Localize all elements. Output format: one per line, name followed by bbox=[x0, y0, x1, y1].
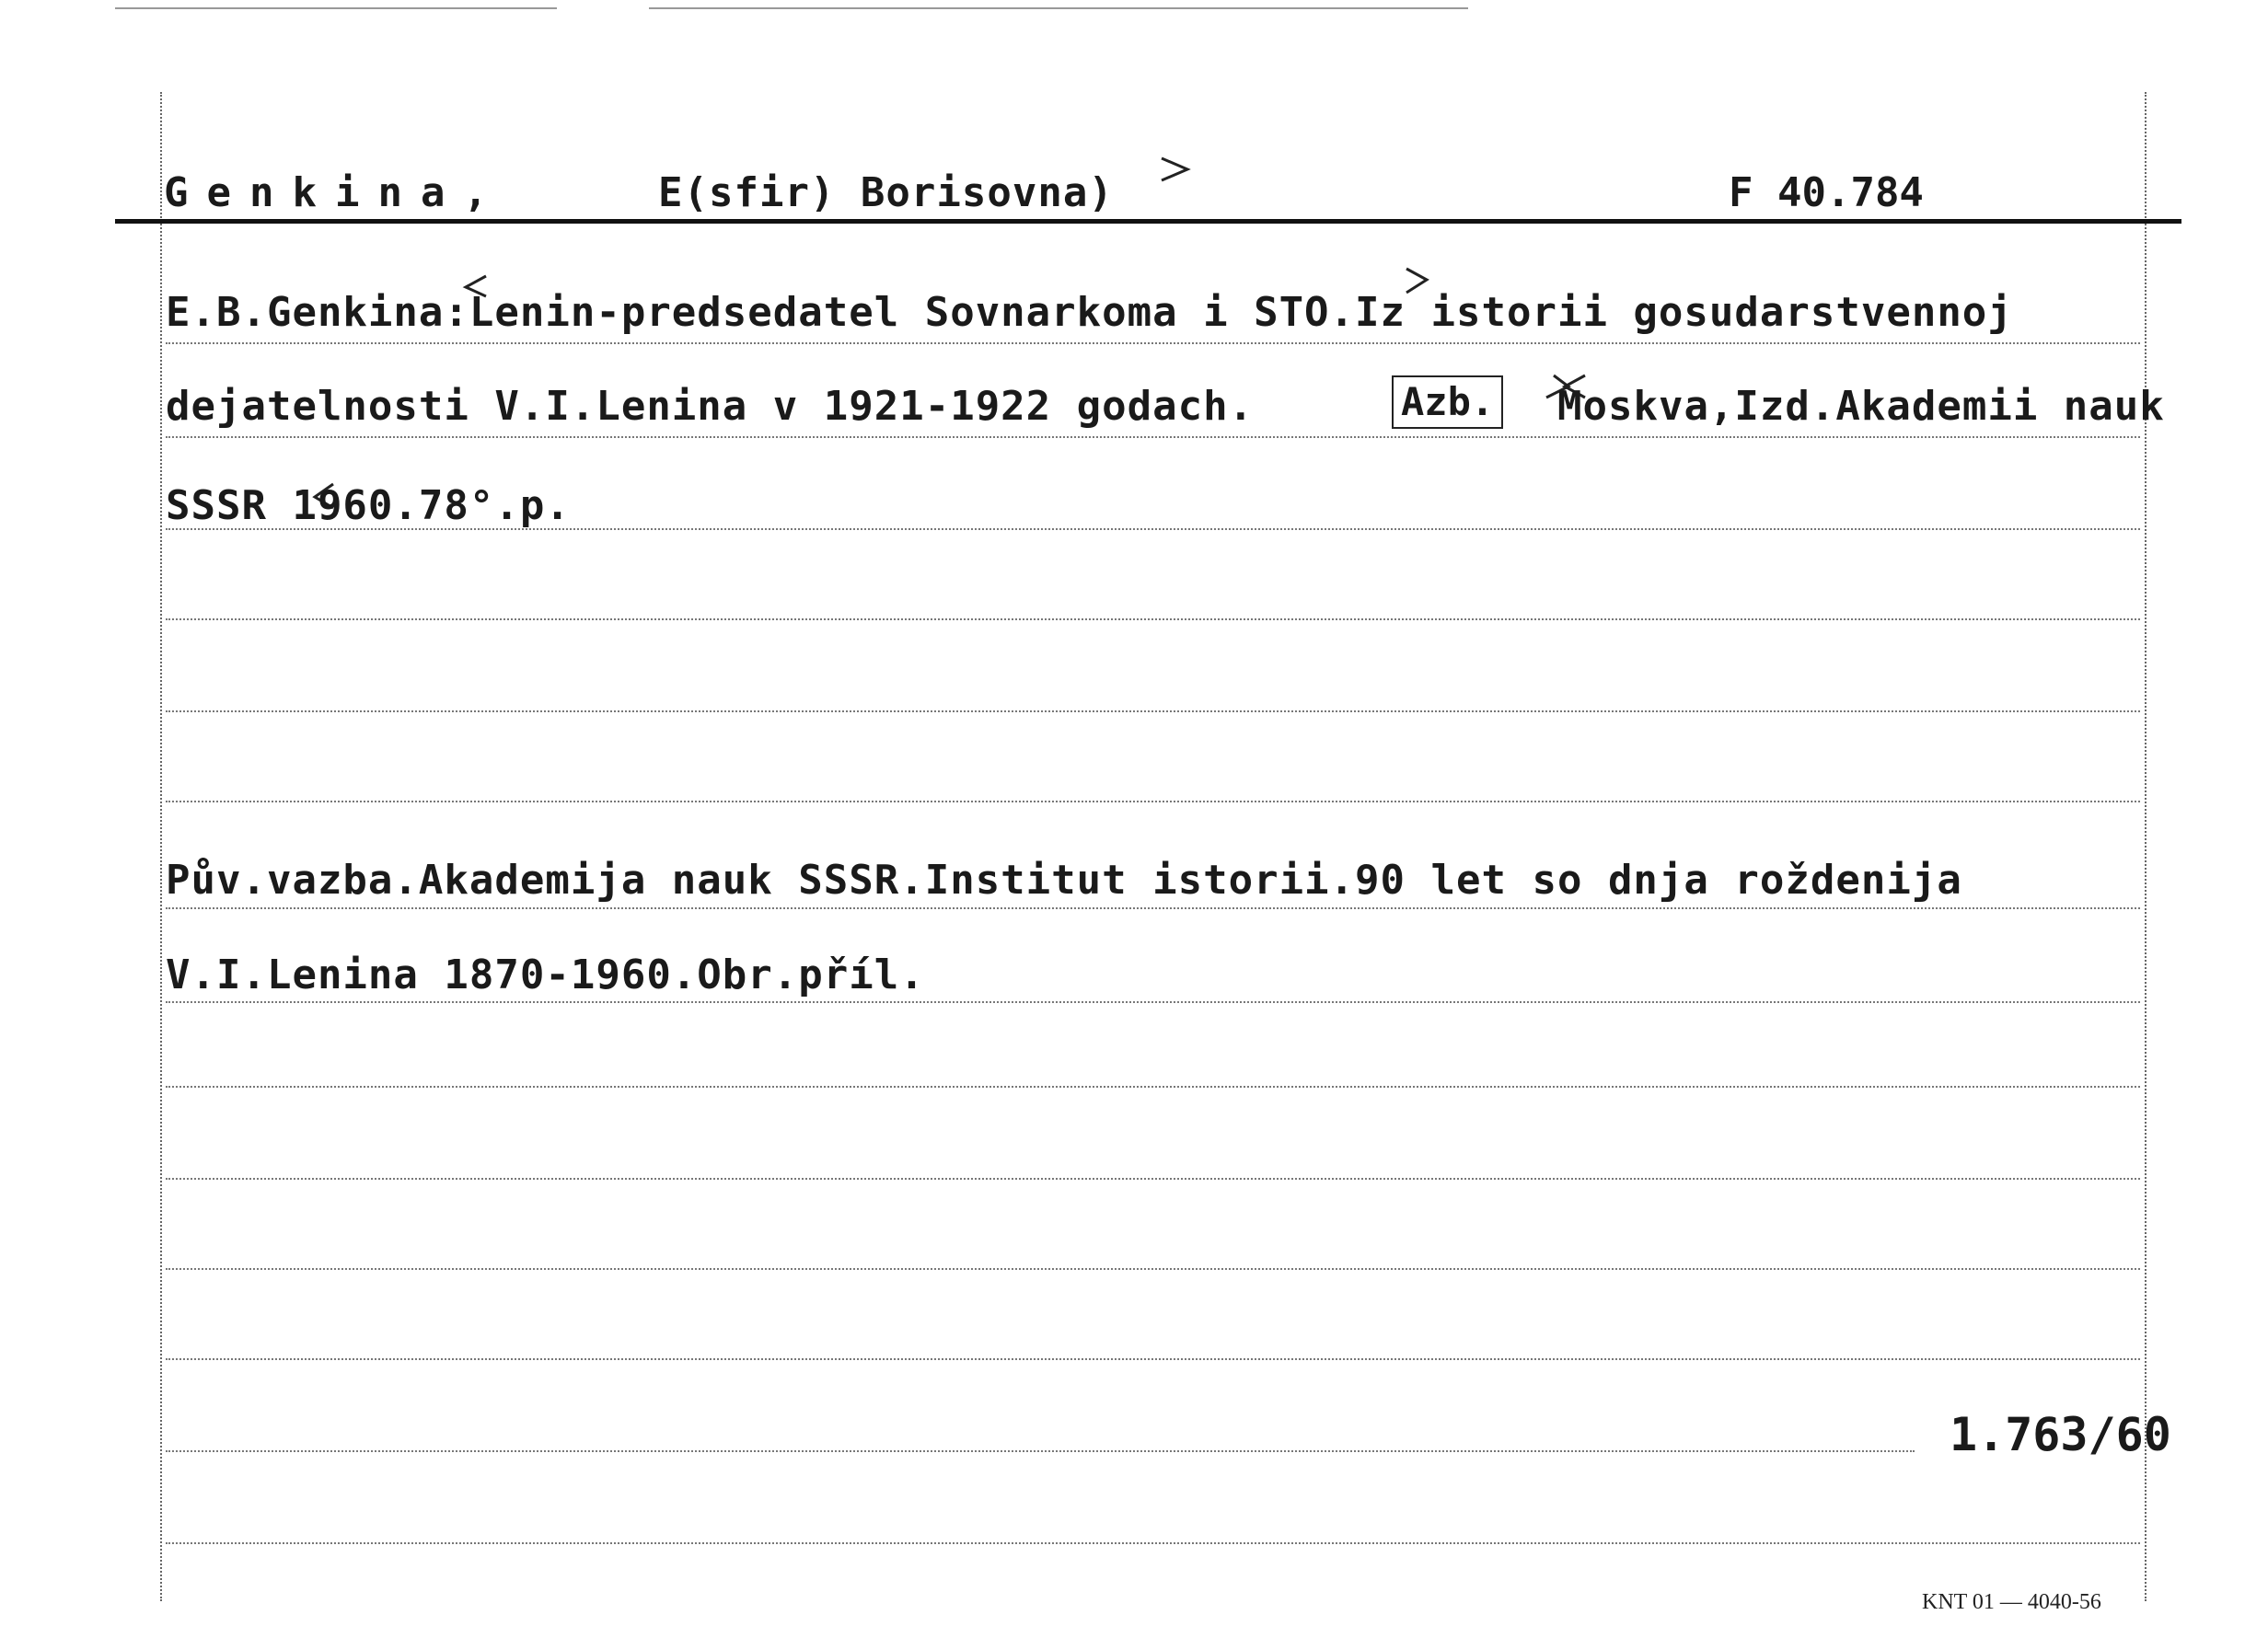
ruled-line bbox=[166, 1542, 2140, 1544]
ruled-line bbox=[166, 528, 2140, 530]
left-margin-line bbox=[160, 92, 162, 1601]
form-code: KNT 01 — 4040-56 bbox=[1922, 1590, 2101, 1614]
ruled-line bbox=[166, 1450, 1915, 1452]
citation-line-2-end: Moskva,Izd.Akademii nauk bbox=[1557, 383, 2165, 430]
ruled-line bbox=[166, 1086, 2140, 1088]
right-margin-line bbox=[2145, 92, 2146, 1601]
top-edge-line bbox=[649, 7, 1468, 9]
citation-line-1: E.B.Genkina:Lenin-predsedatel Sovnarkoma i STO.Iz istorii gosudarstvennoj bbox=[166, 289, 2013, 336]
heading-rule bbox=[115, 219, 2181, 224]
top-edge-line bbox=[115, 7, 557, 9]
author-given-names: E(sfir) Borisovna) bbox=[658, 169, 1114, 216]
ruled-line bbox=[166, 618, 2140, 620]
ruled-line bbox=[166, 1358, 2140, 1360]
script-note-bracket: Azb. bbox=[1392, 375, 1503, 429]
accession-number: 1.763/60 bbox=[1950, 1408, 2171, 1461]
ruled-line bbox=[166, 1268, 2140, 1270]
note-line-2: V.I.Lenina 1870-1960.Obr.příl. bbox=[166, 952, 925, 998]
note-line-1: Pův.vazba.Akademija nauk SSSR.Institut istorii.90 let so dnja roždenija bbox=[166, 857, 1962, 904]
citation-line-3: SSSR 1960.78°.p. bbox=[166, 482, 571, 529]
ruled-line bbox=[166, 1001, 2140, 1003]
author-surname: Genkina, bbox=[164, 169, 506, 216]
ruled-line bbox=[166, 342, 2140, 344]
ruled-line bbox=[166, 907, 2140, 909]
ruled-line bbox=[166, 710, 2140, 712]
citation-line-2-start: dejatelnosti V.I.Lenina v 1921-1922 godach. bbox=[166, 383, 1255, 430]
ruled-line bbox=[166, 1178, 2140, 1180]
shelfmark: F 40.784 bbox=[1729, 169, 1924, 216]
ruled-line bbox=[166, 436, 2140, 438]
ruled-line bbox=[166, 801, 2140, 802]
